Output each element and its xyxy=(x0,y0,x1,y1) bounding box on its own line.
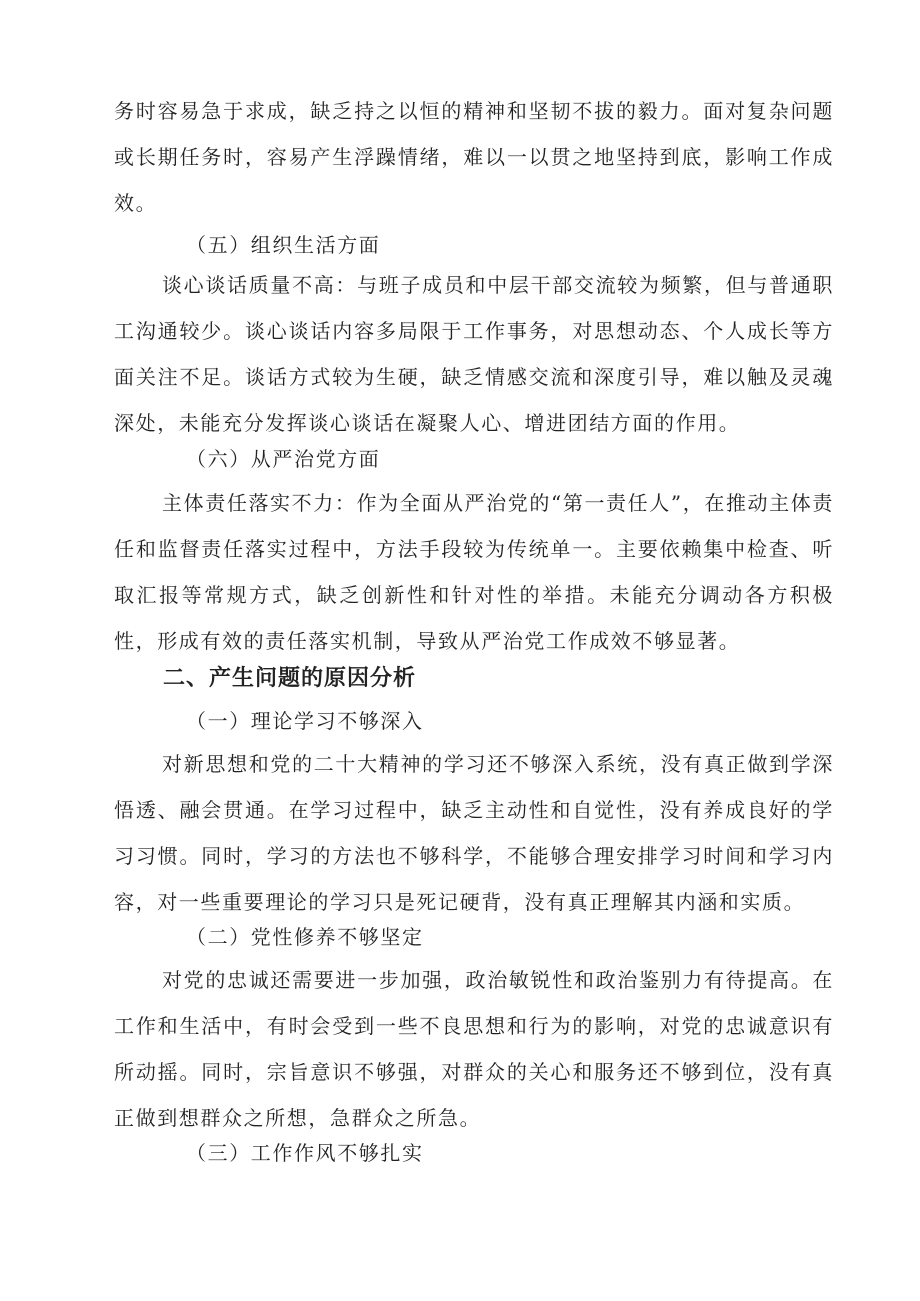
subheading-organization-life: （五）组织生活方面 xyxy=(186,233,381,257)
paragraph-continuation: 务时容易急于求成，缺乏持之以恒的精神和坚韧不拔的毅力。面对复杂问题或长期任务时，容易产生浮躁情绪，难以一以贯之地坚持到底，影响工作成效。 xyxy=(114,99,834,215)
paragraph-heart-to-heart-talks: 谈心谈话质量不高：与班子成员和中层干部交流较为频繁，但与普通职工沟通较少。谈心谈话内容多局限于工作事务，对思想动态、个人成长等方面关注不足。谈话方式较为生硬，缺乏情感交流和深度引导，难以触及灵魂深处，未能充分发挥谈心谈话在凝聚人心、增进团结方面的作用。 xyxy=(114,273,834,435)
section-heading-cause-analysis: 二、产生问题的原因分析 xyxy=(163,666,417,691)
paragraph-theory-study: 对新思想和党的二十大精神的学习还不够深入系统，没有真正做到学深悟透、融会贯通。在学习过程中，缺乏主动性和自觉性，没有养成良好的学习习惯。同时，学习的方法也不够科学，不能够合理安排学习时间和学习内容，对一些重要理论的学习只是死记硬背，没有真正理解其内涵和实质。 xyxy=(114,752,834,914)
subheading-work-style: （三）工作作风不够扎实 xyxy=(186,1141,424,1165)
subheading-party-spirit: （二）党性修养不够坚定 xyxy=(186,925,424,949)
subheading-theory-study: （一）理论学习不够深入 xyxy=(186,709,424,733)
paragraph-main-responsibility: 主体责任落实不力：作为全面从严治党的“第一责任人”，在推动主体责任和监督责任落实过程中，方法手段较为传统单一。主要依赖集中检查、听取汇报等常规方式，缺乏创新性和针对性的举措。未能充分调动各方积极性，形成有效的责任落实机制，导致从严治党工作成效不够显著。 xyxy=(114,491,834,653)
paragraph-party-spirit: 对党的忠诚还需要进一步加强，政治敏锐性和政治鉴别力有待提高。在工作和生活中，有时会受到一些不良思想和行为的影响，对党的忠诚意识有所动摇。同时，宗旨意识不够强，对群众的关心和服务还不够到位，没有真正做到想群众之所想，急群众之所急。 xyxy=(114,968,834,1130)
subheading-strict-party-governance: （六）从严治党方面 xyxy=(186,447,381,471)
